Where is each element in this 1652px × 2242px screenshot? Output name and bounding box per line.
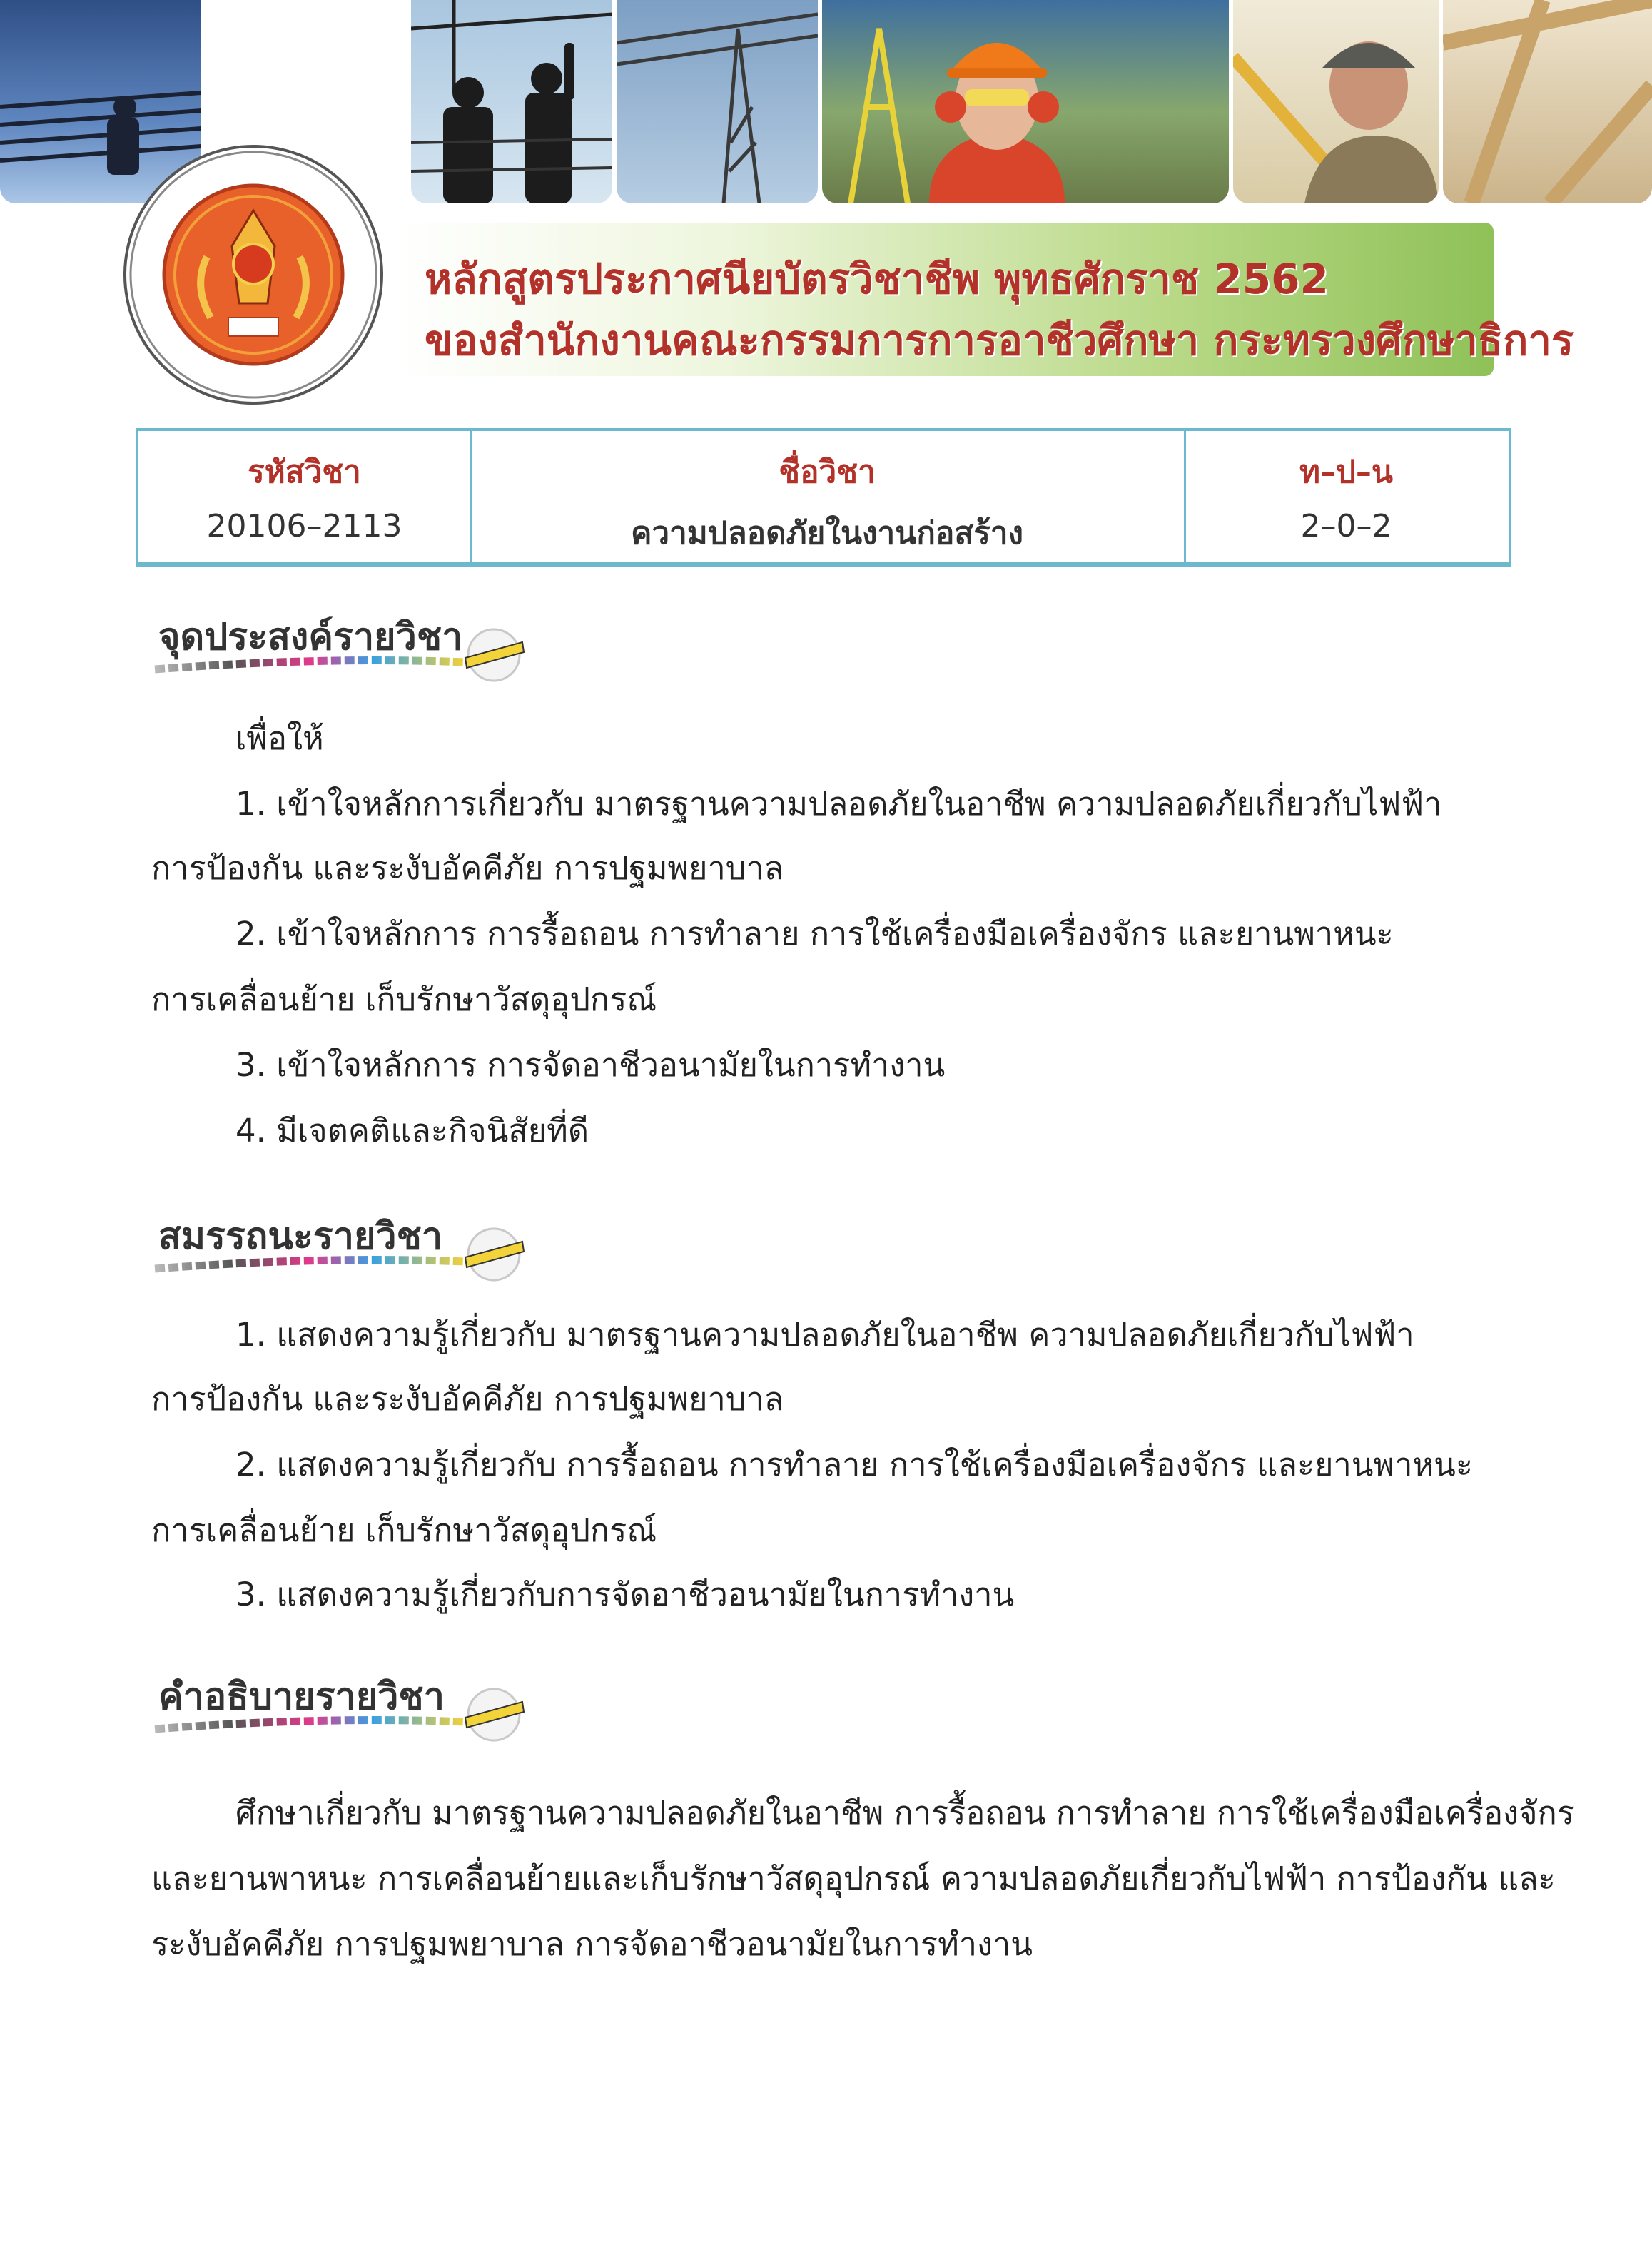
competency-2-line-2: การเคลื่อนย้าย เก็บรักษาวัสดุอุปกรณ์: [151, 1511, 657, 1549]
competency-1-line-1: 1. แสดงความรู้เกี่ยวกับ มาตรฐานความปลอดภัยในอาชีพ ความปลอดภัยเกี่ยวกับไฟฟ้า: [235, 1316, 1414, 1354]
competencies-heading: [151, 1206, 537, 1284]
course-code-column: [138, 431, 472, 562]
objectives-heading: [151, 607, 537, 685]
objective-1-line-1: 1. เข้าใจหลักการเกี่ยวกับ มาตรฐานความปลอดภัยในอาชีพ ความปลอดภัยเกี่ยวกับไฟฟ้า: [235, 785, 1442, 823]
curriculum-subtitle: ของสำนักงานคณะกรรมการการอาชีวศึกษา กระทรวงศึกษาธิการ: [425, 316, 1574, 365]
objective-2-line-2: การเคลื่อนย้าย เก็บรักษาวัสดุอุปกรณ์: [151, 980, 657, 1018]
objective-3: 3. เข้าใจหลักการ การจัดอาชีวอนามัยในการทำงาน: [235, 1046, 946, 1084]
course-name-column: [470, 431, 1186, 562]
competency-3: 3. แสดงความรู้เกี่ยวกับการจัดอาชีวอนามัยในการทำงาน: [235, 1576, 1015, 1613]
description-line-2: และยานพาหนะ การเคลื่อนย้ายและเก็บรักษาวัสดุอุปกรณ์ ความปลอดภัยเกี่ยวกับไฟฟ้า การป้องกัน และ: [151, 1860, 1556, 1897]
curriculum-title-banner: [396, 223, 1574, 376]
photo-worker-measuring: [1233, 0, 1439, 203]
objectives-heading-text: จุดประสงค์รายวิชา: [158, 616, 463, 659]
description-line-1: ศึกษาเกี่ยวกับ มาตรฐานความปลอดภัยในอาชีพ การรื้อถอน การทำลาย การใช้เครื่องมือเครื่องจักร: [235, 1794, 1574, 1832]
course-hours-column: [1184, 431, 1509, 562]
photo-workers-crane: [411, 0, 612, 203]
course-hours-header: ท–ป–น: [1299, 454, 1393, 490]
photo-crane-tower: [617, 0, 818, 203]
competency-1-line-2: การป้องกัน และระงับอัคคีภัย การปฐมพยาบาล: [151, 1380, 784, 1418]
objective-4: 4. มีเจตคติและกิจนิสัยที่ดี: [235, 1112, 589, 1150]
course-info-table: [136, 428, 1511, 567]
description-line-3: ระงับอัคคีภัย การปฐมพยาบาล การจัดอาชีวอนามัยในการทำงาน: [151, 1925, 1033, 1963]
competencies-heading-text: สมรรถนะรายวิชา: [158, 1215, 443, 1258]
photo-engineer-hardhat: [822, 0, 1229, 203]
competency-2-line-1: 2. แสดงความรู้เกี่ยวกับ การรื้อถอน การทำลาย การใช้เครื่องมือเครื่องจักร และยานพาหนะ: [235, 1446, 1474, 1483]
objectives-intro: เพื่อให้: [235, 719, 324, 757]
description-heading-text: คำอธิบายรายวิชา: [158, 1675, 445, 1718]
photo-wood-beams: [1443, 0, 1652, 203]
course-hours-value: 2–0–2: [1300, 508, 1392, 544]
course-name-header: ชื่อวิชา: [779, 454, 876, 490]
vocational-commission-seal: [121, 143, 385, 407]
description-heading: [151, 1666, 537, 1745]
curriculum-title: หลักสูตรประกาศนียบัตรวิชาชีพ พุทธศักราช 2562: [425, 255, 1329, 303]
course-name-value: ความปลอดภัยในงานก่อสร้าง: [630, 515, 1024, 552]
objective-2-line-1: 2. เข้าใจหลักการ การรื้อถอน การทำลาย การใช้เครื่องมือเครื่องจักร และยานพาหนะ: [235, 915, 1394, 953]
objective-1-line-2: การป้องกัน และระงับอัคคีภัย การปฐมพยาบาล: [151, 849, 784, 887]
course-code-header: รหัสวิชา: [248, 454, 361, 490]
course-code-value: 20106–2113: [206, 508, 402, 544]
